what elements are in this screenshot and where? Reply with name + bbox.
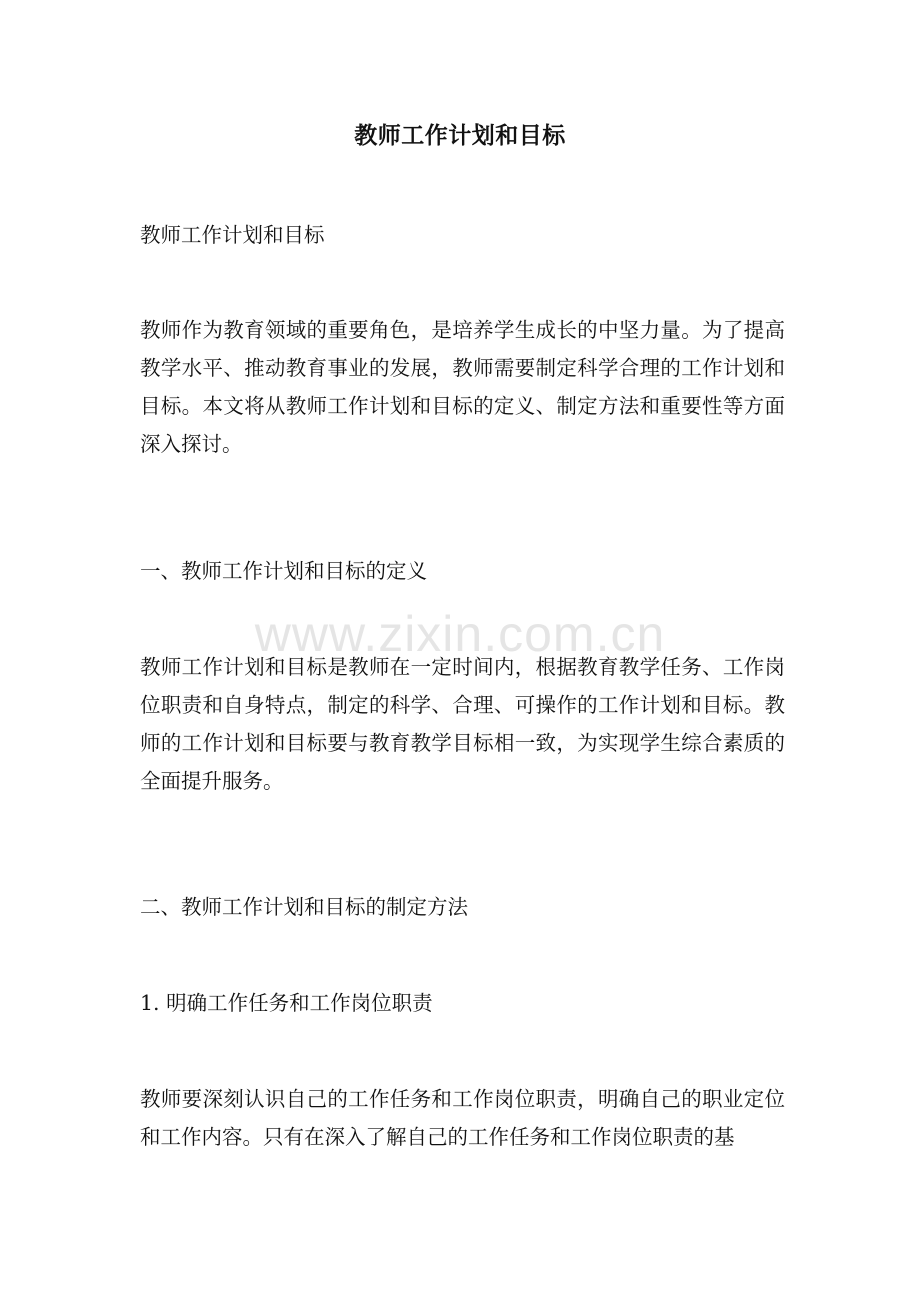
document-subtitle: 教师工作计划和目标 (140, 223, 325, 247)
subsection-1-paragraph: 教师要深刻认识自己的工作任务和工作岗位职责，明确自己的职业定位和工作内容。只有在深入了解自己的工作任务和工作岗位职责的基 (140, 1087, 785, 1149)
watermark: www.zixin.com.cn (254, 606, 666, 662)
subsection-1-heading: 1. 明确工作任务和工作岗位职责 (140, 991, 433, 1015)
document-title: 教师工作计划和目标 (354, 122, 566, 149)
section-1-paragraph: 教师工作计划和目标是教师在一定时间内，根据教育教学任务、工作岗位职责和自身特点，制定的科学、合理、可操作的工作计划和目标。教师的工作计划和目标要与教育教学目标相一致，为实现学生综合素质的全面提升服务。 (140, 655, 785, 793)
section-2-heading: 二、教师工作计划和目标的制定方法 (140, 895, 468, 919)
section-1-heading: 一、教师工作计划和目标的定义 (140, 559, 427, 583)
intro-paragraph: 教师作为教育领域的重要角色，是培养学生成长的中坚力量。为了提高教学水平、推动教育事业的发展，教师需要制定科学合理的工作计划和目标。本文将从教师工作计划和目标的定义、制定方法和重要性等方面深入探讨。 (140, 318, 785, 456)
